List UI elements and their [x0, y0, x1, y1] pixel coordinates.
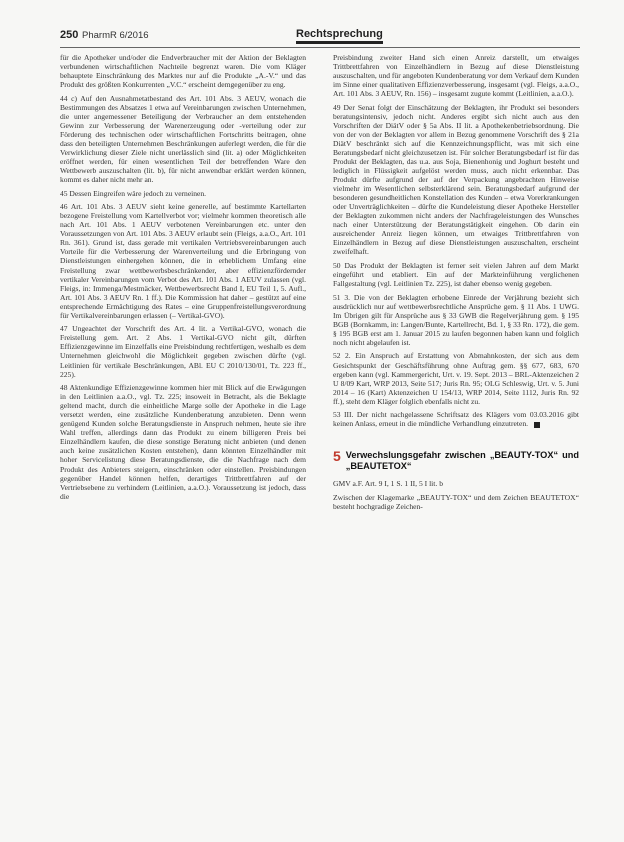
paragraph: 48 Aktenkundige Effizienzgewinne kommen hier mit Blick auf die Erwägungen in den Leitlinien a.a.O., vgl. Tz. 225; insoweit in Betracht, als die Beklagte geltend macht, durch die einheitliche Marge solle der Apotheke in die Lage versetzt werden, eine zusätzliche Kundenberatung anzubieten. Denn wenn genügend Kunden solche Beratungsdienste in Anspruch nehmen, heute sie ihre Wahl treffen, allerdings dann das Produkt zu einem billigeren Preis bei Einzelhändlern kaufen, die diese sonstige Beratung nicht anbieten (und denen auch keine zusätzlichen Kosten entstehen), dann könnten Einzelhändler mit hoher Servicelistung diese Beratungsdienste, die die Nachfrage nach dem Produkt des Anbieters steigern, einschränken oder einstellen. Preisbindungen gegenüber Handel können helfen, derartiges Trittbrettfahren auf der Vertriebsebene zu verhindern (Leitlinien, a.a.O.). Voraussetzung ist jedoch, dass die	[60, 383, 306, 501]
section-lead-text: Zwischen der Klagemarke „BEAUTY-TOX“ und dem Zeichen BEAUTETOX“ besteht hochgradige Zeichen-	[333, 493, 579, 512]
paragraph: 52 2. Ein Anspruch auf Erstattung von Abmahnkosten, der sich aus dem Gesichtspunkt der Geschäftsführung ohne Auftrag gem. §§ 677, 683, 670 ergeben kann (vgl. Kammergericht, Urt. v. 19. Sept. 2013 – BRL-Aktenzeichen 2 U 8/09 Kart, WRP 2013, Seite 517; Juris Rn. 95; OLG Schleswig, Urt. v. 5. Juni 2014 – 16 (Kart) Aktenzeichen U 154/13, WRP 2014, Seite 1112, Juris Rn. 92 ff.), steht dem Kläger folglich ebenfalls nicht zu.	[333, 351, 579, 406]
paragraph-text: 53 III. Der nicht nachgelassene Schriftsatz des Klägers vom 03.03.2016 gibt keinen Anlass, erneut in die mündliche Verhandlung einzutreten.	[333, 410, 579, 429]
paragraph: für die Apotheker und/oder die Endverbraucher mit der Aktion der Beklagten verbundenen wirtschaftlichen Nachteile begrenzt waren. Die vom Kläger behauptete Einschränkung des Marktes nur auf die Produkte „A.-V.“ und das Produkt des größten Konkurrenten „V.C.“ erscheint demgegenüber zu eng.	[60, 53, 306, 90]
paragraph: 49 Der Senat folgt der Einschätzung der Beklagten, ihr Produkt sei besonders beratungsintensiv, jedoch nicht. Anderes ergibt sich nicht auch aus den Vorschriften der DiätV oder § 5a Abs. II lit. a Apothekenbetriebsordnung. Die von der von der Beklagten vor allem in Bezug genommene Vorschrift des § 21a DiätV beschränkt sich auf die Kennzeichnungspflicht, was mit sich eine Beratungsbedarf nicht gleichzusetzen ist. Für solcher Beratungsbedarf ist für das Produkt der Beklagten, das u.a. aus Soja, Bienenhonig und Joghurt besteht und lediglich in Flüssigkeit aufgelöst werden muss, auch nicht erkennbar. Das Produkt dürfte aufgrund der auf der Verpackung angebrachten Hinweise vielmehr im Wesentlichen selbsterklärend sein. Beratungsbedarf aufgrund der besonderen gesundheitlichen Konstellation des Kunden – etwa Vorerkrankungen oder Unverträglichkeiten – dürfte die Kundeleistung dieser Apotheke Hersteller der Beklagten zukommen nicht anders der Nachfrageleistungen des Wunsches nach einer Unterstützung der Beratungstätigkeit eingehen. Ob darin ein ausreichender Anreiz liegen können, um etwaiges Trittbrettfahren von Einzelhändlern in Bezug auf diese Dienstleistungen auszuschalten, erscheint zweifelhaft.	[333, 102, 579, 257]
paragraph: 47 Ungeachtet der Vorschrift des Art. 4 lit. a Vertikal-GVO, wonach die Freistellung gem. Art. 2 Abs. 1 Vertikal-GVO nicht gilt, dürften Effizienzgewinne im Einzelfalls eine Preisbindung rechtfertigen, weshalb es dem Unternehmen gleichwohl die Möglichkeit gegeben zwischen dürfte (vgl. Leitlinien für vertikale Beschränkungen, ABl. EU C 2010/130/01, Tz. 223 ff., 225).	[60, 324, 306, 379]
paragraph: 50 Das Produkt der Beklagten ist ferner seit vielen Jahren auf dem Markt eingeführt und etabliert. Ein auf der Markteinführung verglichenen Fallgestaltung (vgl. Leitlinien Tz. 225), ist daher ebenso wenig gegeben.	[333, 261, 579, 289]
paragraph	[333, 410, 579, 428]
page-header	[60, 29, 580, 47]
left-column	[60, 53, 306, 505]
paragraph: 46 Art. 101 Abs. 3 AEUV sieht keine generelle, auf bestimmte Kartellarten bezogene Freistellung vom Kartellverbot vor; vielmehr kommen theoretisch alle nach Art. 101 Abs. 1 AEUV verbotenen Vereinbarungen etc. unter den Voraussetzungen von Art. 101 Abs. 3 AEUV erlaubt sein (Fleigs, a.a.O., Art. 101 Rn. 361). Grund ist, dass gerade mit vertikalen Vertriebsvereinbarungen auch Vorteile für die Verbesserung der Warenverteilung und die Erbringung von Dienstleistungen einhergehen können, die in erheblichem Umfang eine Freistellung zwar wettbewerbsbeschränkender, aber effizienzfördernder vertikaler Vereinbarungen vom Verbot des Art. 101 Abs. 1 AEUV zulassen (vgl. Fleigs, in: Immenga/Mestmäcker, Wettbewerbsrecht Band I, EU Teil 1, 5. Aufl., Art. 101 Abs. 3 AEUV Rn. 1 ff.). Die Kommission hat daher – gestützt auf eine entsprechende Ermächtigung des Rates – eine Gruppenfreistellungsverordnung für Vertikalvereinbarungen erlassen (– Vertikal-GVO).	[60, 202, 306, 320]
end-of-article-mark	[534, 422, 540, 428]
section-title: Rechtsprechung	[296, 28, 383, 44]
paragraph: 44 c) Auf den Ausnahmetatbestand des Art. 101 Abs. 3 AEUV, wonach die Bestimmungen des Absatzes 1 etwa auf Vereinbarungen zwischen Unternehmen, die unter angemessener Beteiligung der Verbraucher an dem entstehenden Gewinn zur Verbesserung der Warenerzeugung oder -verteilung oder zur Förderung des technischen oder wirtschaftlichen Fortschritts beitragen, ohne dass den beteiligten Unternehmen Beschränkungen auferlegt werden, die für die Verwirklichung dieser Ziele nicht unerlässlich sind (lit. a) oder Möglichkeiten eröffnet werden, für einen wesentlichen Teil der betreffenden Ware den Wettbewerb auszuschalten (lit. b), für nicht anwendbar erklärt werden können, kommt es daher nicht mehr an.	[60, 93, 306, 185]
statute-reference: GMV a.F. Art. 9 I, 1 S. 1 II, 5 I lit. b	[333, 479, 443, 489]
paragraph: Preisbindung zweiter Hand sich einen Anreiz darstellt, um etwaiges Trittbrettfahren von Einzelhändlern in Bezug auf diese Dienstleistung auszuschalten, und für angeboten Kundenberatung vor dem Verkauf dem Kunden im Sinne einer qualitativen Effizienzverbesserung, insgesamt (vgl. Fleigs, a.a.O., Art. 101 Abs. 3 AEUV, Rn. 156) – insgesamt zugute kommt (Leitlinien, a.a.O.).	[333, 53, 579, 99]
header-rule	[60, 47, 580, 48]
paragraph: 51 3. Die von der Beklagten erhobene Einrede der Verjährung bezieht sich ausdrücklich nur auf wettbewerbsrechtliche Ansprüche gem. § 11 Abs. 1 UWG. Im Übrigen gilt für Ansprüche aus § 33 GWB die Regelverjährung gem. § 195 BGB (Bornkamm, in: Langen/Bunte, Kartellrecht, Bd. 1, § 33 Rn. 172), die gem. § 195 BGB erst am 1. Januar 2015 zu laufen begonnen haben kann und folglich noch nicht abgelaufen ist.	[333, 292, 579, 347]
page-number: 250	[60, 29, 79, 41]
journal-name: PharmR 6/2016	[82, 30, 149, 41]
section-heading-text: Verwechslungsgefahr zwischen „BEAUTY-TOX“ und „BEAUTETOX“	[345, 450, 579, 472]
next-section-heading	[333, 450, 579, 472]
paragraph: 45 Dessen Eingreifen wäre jedoch zu verneinen.	[60, 188, 207, 198]
section-number: 5	[333, 448, 341, 465]
right-column	[333, 53, 579, 511]
